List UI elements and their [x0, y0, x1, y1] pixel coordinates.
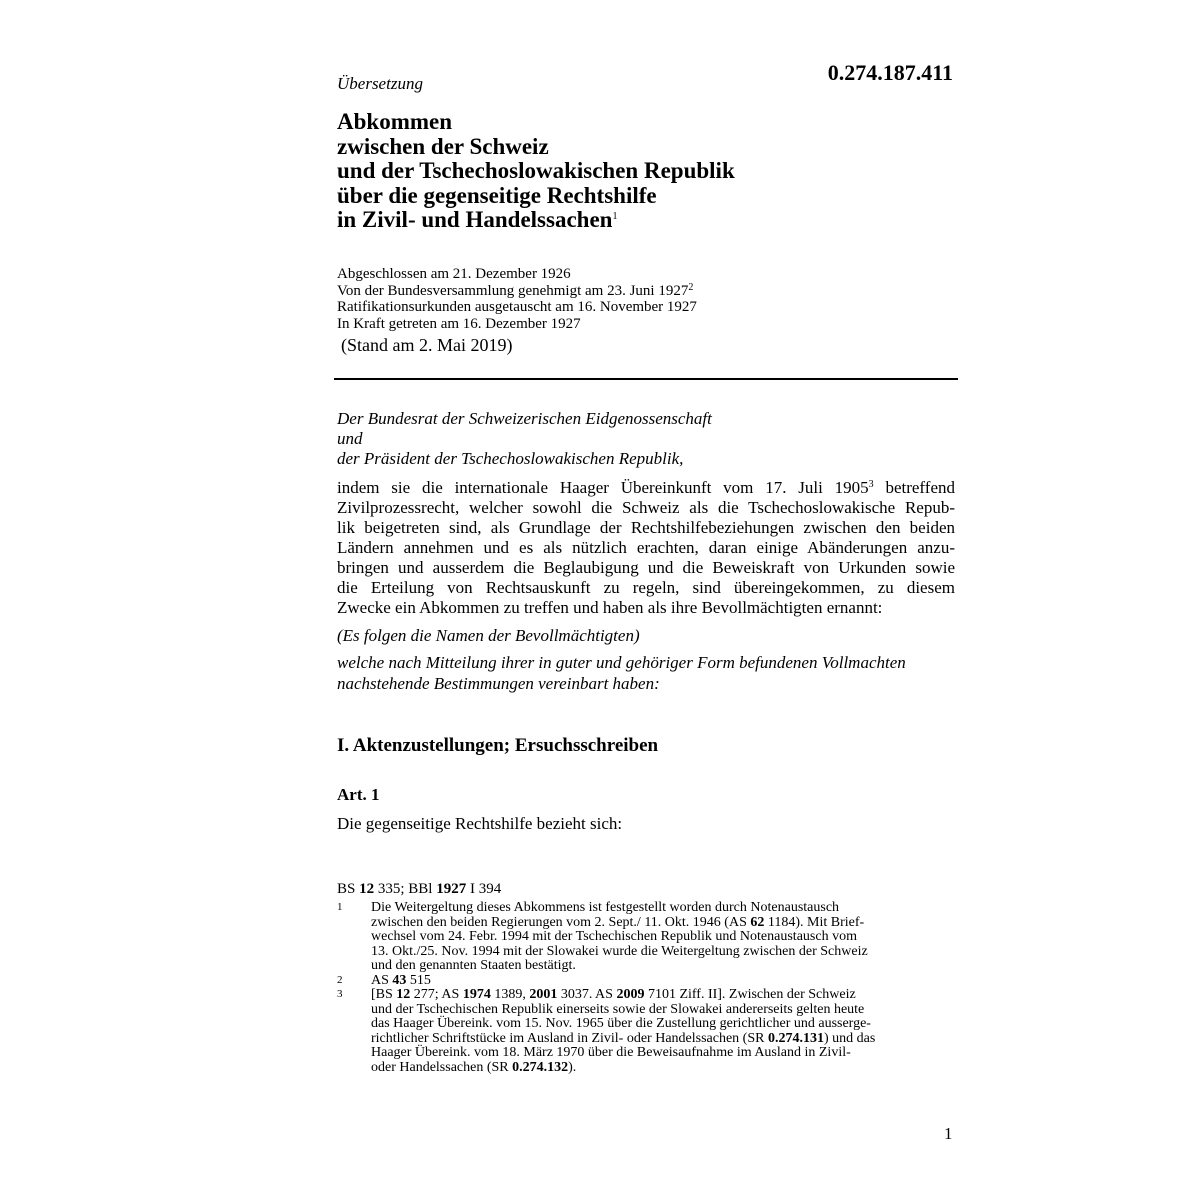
preamble-line: bringen und ausserdem die Beglaubigung und die Beweiskraft von Urkunden sowie: [337, 558, 955, 577]
fn-bold: 62: [750, 914, 765, 930]
preamble: [337, 478, 955, 618]
fn-part: 1389,: [490, 987, 530, 1002]
approval-date: [337, 283, 697, 300]
party-line: Der Bundesrat der Schweizerischen Eidgenossenschaft: [337, 409, 712, 428]
footnote-text: [371, 988, 957, 1075]
footnote-line: [371, 1032, 957, 1047]
footnote-text: [371, 974, 957, 989]
approval-text: Von der Bundesversammlung genehmigt am 23. Juni 1927: [337, 282, 689, 299]
footnotes: [337, 901, 957, 1075]
sr-number: 0.274.187.411: [827, 60, 953, 85]
footnote-line: und der Tschechischen Republik einerseits sowie der Slowakei andererseits gelten heute: [371, 1001, 865, 1017]
translation-label: Übersetzung: [337, 74, 423, 93]
fn-bold: 1974: [462, 987, 491, 1002]
fn-part: zwischen den beiden Regierungen vom 2. Sept./ 11. Okt. 1946 (AS: [371, 914, 751, 930]
footnote-line: Haager Übereink. vom 18. März 1970 über die Beweisaufnahme im Ausland in Zivil-: [371, 1045, 851, 1060]
article-heading: Art. 1: [337, 785, 380, 804]
parties: [337, 409, 712, 469]
footnote-source: [337, 881, 501, 898]
footnote-line: [371, 916, 957, 931]
footnote-line: [371, 988, 957, 1003]
party-line: der Präsident der Tschechoslowakischen Republik,: [337, 449, 684, 468]
preamble-text: indem sie die internationale Haager Übereinkunft vom 17. Juli 1905: [337, 478, 869, 497]
preamble-line: Ländern annehmen und es als nützlich erachten, daran einige Abänderungen anzu-: [337, 538, 955, 557]
fn-bold: 12: [396, 987, 411, 1002]
src-bold: 12: [359, 881, 375, 897]
preamble-line: [337, 478, 955, 498]
fn-part: ) und das: [823, 1030, 876, 1046]
header-divider: [334, 378, 958, 380]
preamble-line: Zwecke ein Abkommen zu treffen und haben als ihre Bevollmächtigten ernannt:: [337, 598, 883, 617]
fn-bold: 2001: [529, 987, 558, 1002]
title-line: [337, 208, 735, 233]
src-text: 335; BBl: [374, 881, 437, 897]
footnote-2: [337, 974, 957, 989]
fn-bold: 0.274.131: [767, 1030, 824, 1046]
ratification-date: Ratifikationsurkunden ausgetauscht am 16. November 1927: [337, 299, 697, 315]
src-text: I 394: [466, 881, 502, 897]
status-date: (Stand am 2. Mai 2019): [341, 335, 513, 355]
title-line: zwischen der Schweiz: [337, 133, 549, 159]
in-force-date: In Kraft getreten am 16. Dezember 1927: [337, 315, 581, 332]
article-text: Die gegenseitige Rechtshilfe bezieht sich:: [337, 814, 623, 833]
fn-part: 277; AS: [410, 987, 463, 1002]
footnote-number: 3: [337, 988, 343, 1000]
fn-part: 7101 Ziff. II]. Zwischen der Schweiz: [644, 987, 856, 1002]
fn-part: richtlicher Schriftstücke im Ausland in Zivil- oder Handelssachen (SR: [371, 1030, 768, 1046]
fn-bold: 43: [392, 972, 407, 988]
fn-part: 3037. AS: [557, 987, 617, 1002]
footnote-line: das Haager Übereink. vom 15. Nov. 1965 über die Zustellung gerichtlicher und ausserge-: [371, 1016, 871, 1031]
footnote-number: 1: [337, 901, 343, 913]
fn-part: 1184). Mit Brief-: [764, 914, 865, 930]
document-title: [337, 110, 735, 233]
fn-part: ).: [568, 1059, 577, 1075]
concluded-date: Abgeschlossen am 21. Dezember 1926: [337, 266, 571, 282]
fn-bold: 2009: [616, 987, 645, 1002]
fn-part: oder Handelssachen (SR: [371, 1059, 513, 1075]
preamble-line: Zivilprozessrecht, welcher sowohl die Schweiz als die Tschechoslowakische Repub-: [337, 498, 955, 517]
title-line: über die gegenseitige Rechtshilfe: [337, 182, 657, 208]
footnote-number: 2: [337, 973, 343, 986]
page-number: 1: [944, 1124, 953, 1143]
footnote-line: Die Weitergeltung dieses Abkommens ist festgestellt worden durch Notenaustausch: [371, 900, 840, 915]
plenipotentiaries-note: (Es folgen die Namen der Bevollmächtigten): [337, 626, 640, 645]
preamble-line: lik beigetreten sind, als Grundlage der Rechtshilfebeziehungen zwischen den beiden: [337, 518, 955, 537]
footnote-ref-3[interactable]: 3: [868, 479, 874, 490]
src-bold: 1927: [436, 881, 467, 897]
party-line: und: [337, 429, 363, 448]
title-line: Abkommen: [337, 109, 453, 134]
preamble-line: die Erteilung von Rechtsauskunft zu regeln, sind übereingekommen, zu diesem: [337, 578, 955, 597]
agreement-line: welche nach Mitteilung ihrer in guter und gehöriger Form befundenen Vollmachten: [337, 653, 906, 672]
title-line: und der Tschechoslowakischen Republik: [337, 158, 735, 183]
fn-bold: 0.274.132: [512, 1059, 569, 1075]
fn-part: AS: [371, 972, 393, 988]
src-text: BS: [337, 881, 360, 897]
footnote-1: [337, 901, 957, 974]
footnote-3: [337, 988, 957, 1075]
fn-part: 515: [406, 972, 431, 988]
fn-part: [BS: [371, 987, 397, 1002]
title-line-text: in Zivil- und Handelssachen: [337, 207, 613, 232]
footnote-ref-2[interactable]: 2: [688, 281, 694, 293]
footnote-line: [371, 1061, 957, 1076]
document-metadata: [337, 266, 697, 354]
footnote-ref-1[interactable]: 1: [612, 211, 618, 222]
agreement-line: nachstehende Bestimmungen vereinbart haben:: [337, 673, 660, 693]
agreement-clause: [337, 653, 906, 694]
footnote-line: wechsel vom 24. Febr. 1994 mit der Tschechischen Republik und Notenaustausch vom: [371, 929, 857, 944]
footnote-line: und den genannten Staaten bestätigt.: [371, 958, 576, 973]
preamble-text: betreffend: [873, 478, 955, 497]
footnote-text: [371, 901, 957, 974]
footnote-line: 13. Okt./25. Nov. 1994 mit der Slowakei wurde die Weitergeltung zwischen der Schweiz: [371, 943, 868, 959]
section-heading: I. Aktenzustellungen; Ersuchsschreiben: [337, 735, 659, 756]
